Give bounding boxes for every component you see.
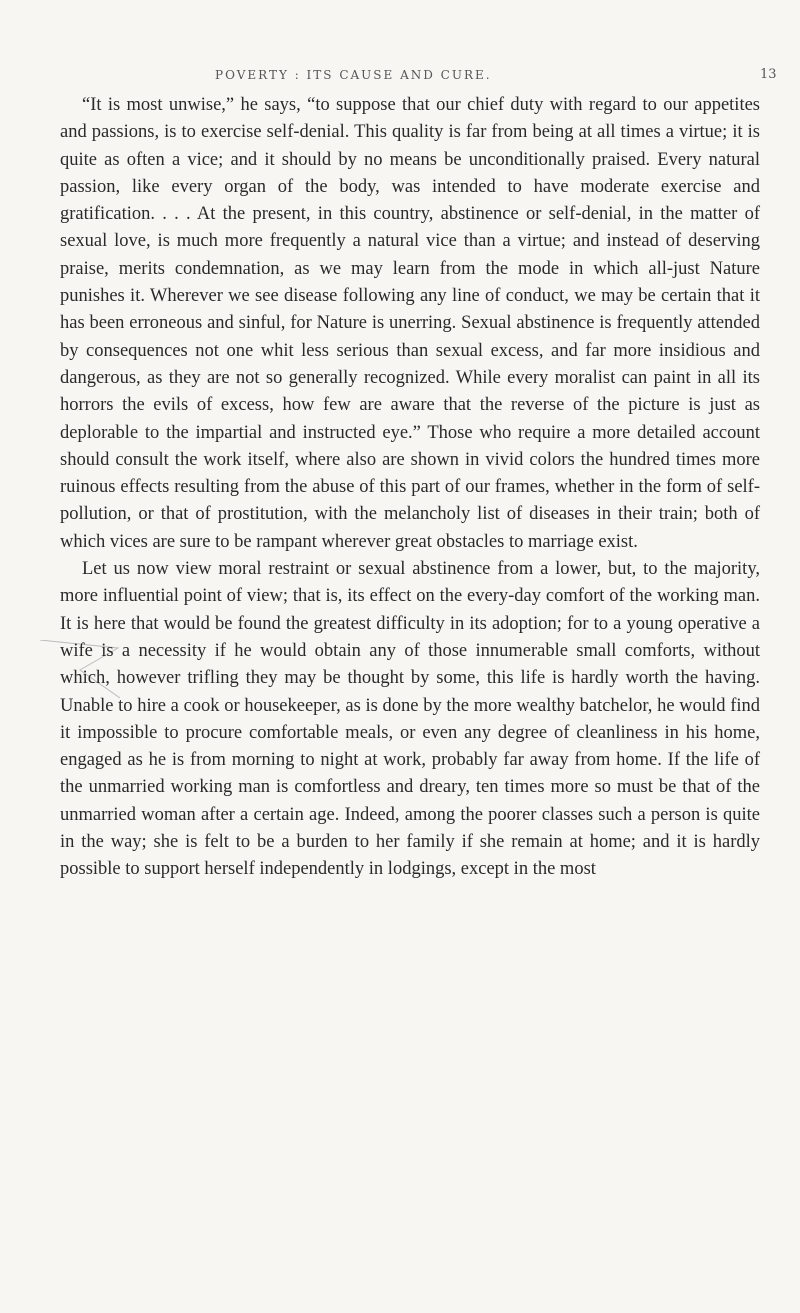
page-number: 13 (760, 67, 777, 82)
paragraph-moral-restraint: Let us now view moral restraint or sexual abstinence from a lower, but, to the majority, more influential point of view; that is, its effect on the every-day comfort of the working man. It is here that would be found the greatest difficulty in its adoption; for to a young operative a wife is a necessity if he would obtain any of those innumerable small comforts, without which, however trifling they may be thought by some, this life is hardly worth the having. Unable to hire a cook or housekeeper, as is done by the more wealthy batchelor, he would find it impossible to procure comfortable meals, or even any degree of cleanliness in his home, engaged as he is from morning to night at work, probably far away from home. If the life of the unmarried working man is comfortless and dreary, ten times more so must be that of the unmarried woman after a certain age. Indeed, among the poorer classes such a person is quite in the way; she is felt to be a burden to her family if she remain at home; and it is hardly possible to support herself independently in lodgings, except in the most (60, 559, 760, 880)
running-title: POVERTY : ITS CAUSE AND CURE. (215, 68, 492, 82)
paragraph-quote: “It is most unwise,” he says, “to suppose that our chief duty with regard to our appetites and passions, is to exercise self-denial. This quality is far from being at all times a virtue; it is quite as often a vice; and it should by no means be unconditionally praised. Every natural passion, like every organ of the body, was intended to have moderate exercise and gratification. . . . At the present, in this country, abstinence or self-denial, in the matter of sexual love, is much more frequently a natural vice than a virtue; and instead of deserving praise, merits condemnation, as we may learn from the mode in which all-just Nature punishes it. Wherever we see disease following any line of conduct, we may be certain that it has been erroneous and sinful, for Nature is unerring. Sexual abstinence is frequently attended by consequences not one whit less serious than sexual excess, and far more insidious and dangerous, as they are not so generally recognized. While every moralist can paint in all its horrors the evils of excess, how few are aware that the reverse of the picture is just as deplorable to the impartial and instructed eye.” Those who require a more detailed account should consult the work itself, where also are shown in vivid colors the hundred times more ruinous effects resulting from the abuse of this part of our frames, whether in the form of self-pollution, or that of prostitution, with the melancholy list of diseases in their train; both of which vices are sure to be rampant wherever great obstacles to marriage exist. (60, 95, 760, 552)
body-text (60, 92, 760, 884)
